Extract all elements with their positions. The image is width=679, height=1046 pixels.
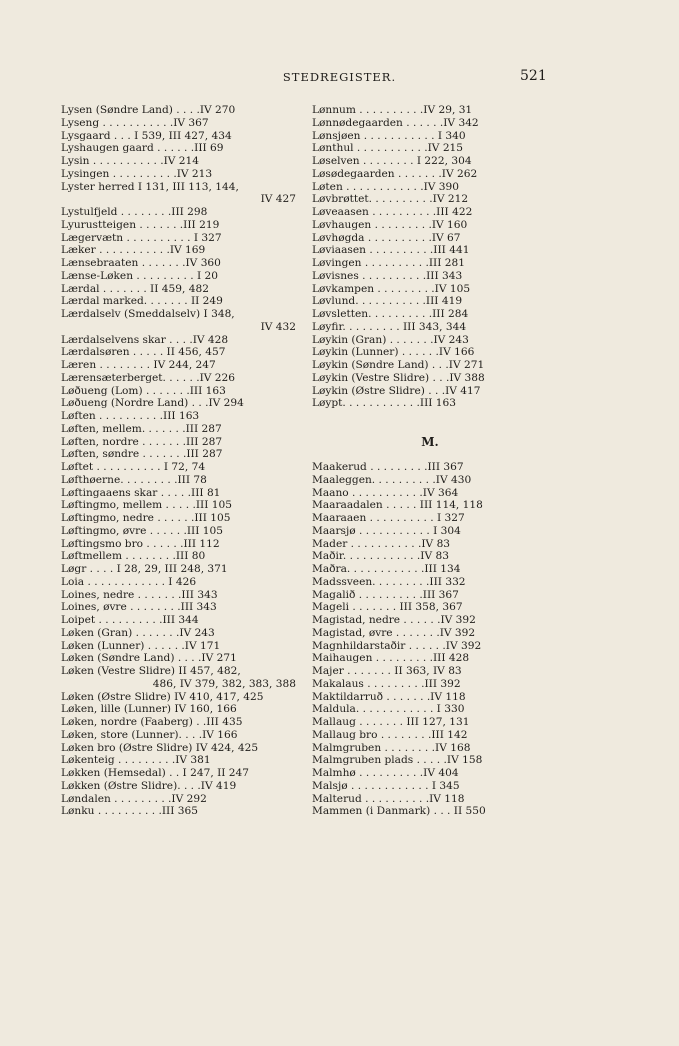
index-entry: Majer . . . . . . . II 363, IV 83 [312,665,462,677]
index-entry: Løftingmo, øvre . . . . . .III 105 [61,524,223,537]
index-entry: Løken, lille (Lunner) IV 160, 166 [61,703,237,716]
index-entry: Løndalen . . . . . . . . .IV 292 [61,792,207,805]
index-entry: Løykin (Gran) . . . . . . .IV 243 [312,333,469,346]
index-entry: Løken (Østre Slidre) IV 410, 417, 425 [61,690,264,703]
index-entry: 486, IV 379, 382, 383, 388 [152,677,296,690]
index-entry: Magalið . . . . . . . . . .III 367 [312,588,459,601]
index-entry: Løftingmo, mellem . . . . .III 105 [61,499,232,512]
index-entry: Lærdalselvens skar . . . .IV 428 [61,333,229,346]
index-entry: Maano . . . . . . . . . . .IV 364 [312,486,459,499]
index-entry: Løftet . . . . . . . . . . I 72, 74 [61,461,206,473]
index-entry: Lønnødegaarden . . . . . .IV 342 [312,116,479,129]
index-entry: Løftingmo, nedre . . . . . .III 105 [61,512,231,524]
index-entry: IV 432 [260,320,296,333]
index-entry: Løvlund. . . . . . . . . . .III 419 [312,295,463,308]
section-letter: M. [421,434,439,449]
index-entry: Løkken (Østre Slidre). . . .IV 419 [61,779,237,792]
index-entry: Løvkampen . . . . . . . . .IV 105 [312,282,471,295]
index-entry: Løselven . . . . . . . . I 222, 304 [312,155,472,167]
index-entry: Løvsletten. . . . . . . . . .III 284 [312,308,469,320]
index-entry: Løftmellem . . . . . . . .III 80 [61,550,206,563]
index-entry: IV 427 [260,193,296,206]
index-entry: Løken, nordre (Faaberg) . .III 435 [61,716,243,728]
index-entry: Lærdalsøren . . . . . II 456, 457 [61,346,226,359]
index-entry: Lønsjøen . . . . . . . . . . . I 340 [312,129,466,142]
index-entry: Løypt. . . . . . . . . . . .III 163 [312,397,457,410]
index-entry: Lærensæterberget. . . . . .IV 226 [61,371,236,384]
index-entry: Lænse-Løken . . . . . . . . . I 20 [61,269,219,282]
index-entry: Løten . . . . . . . . . . . .IV 390 [312,180,460,193]
index-entry: Lysingen . . . . . . . . . .IV 213 [61,167,213,180]
index-entry: Madssveen. . . . . . . . .III 332 [312,575,466,588]
index-entry: Malmgruben . . . . . . . .IV 168 [312,741,471,754]
index-entry: Mader . . . . . . . . . . .IV 83 [312,537,451,550]
index-entry: Mallaug bro . . . . . . . .III 142 [312,728,468,741]
index-entry: Maakerud . . . . . . . . .III 367 [312,461,464,473]
index-entry: Maldula. . . . . . . . . . . . I 330 [312,703,465,716]
index-entry: Løften, nordre . . . . . . .III 287 [61,435,223,448]
index-entry: Løveaasen . . . . . . . . . .III 422 [312,206,473,218]
index-entry: Løfthøerne. . . . . . . . .III 78 [61,473,207,486]
index-entry: Lærdal . . . . . . . II 459, 482 [61,282,209,295]
index-entry: Løsødegaarden . . . . . . .IV 262 [312,167,478,180]
index-entry: Maðir. . . . . . . . . . . .IV 83 [312,550,449,563]
index-entry: Malterud . . . . . . . . . .IV 118 [312,792,465,805]
index-entry: Lysin . . . . . . . . . . .IV 214 [61,155,199,167]
index-entry: Loia . . . . . . . . . . . . I 426 [61,575,197,588]
index-entry: Læker . . . . . . . . . . .IV 169 [61,244,206,257]
index-entry: Lyurustteigen . . . . . . .III 219 [61,218,220,231]
index-entry: Malsjø . . . . . . . . . . . . I 345 [312,779,460,792]
index-entry: Lyshaugen gaard . . . . . .III 69 [61,142,224,155]
index-entry: Magistad, nedre . . . . . .IV 392 [312,614,476,626]
index-entry: Lysen (Søndre Land) . . . .IV 270 [61,104,236,116]
left-column [61,104,296,818]
index-entry: Løken (Lunner) . . . . . .IV 171 [61,639,221,652]
index-entry: Maarsjø . . . . . . . . . . . I 304 [312,524,461,537]
running-header: STEDREGISTER. [282,70,397,84]
index-entry: Løken (Søndre Land) . . . .IV 271 [61,652,237,665]
index-entry: Lærdalselv (Smeddalselv) I 348, [61,308,235,320]
right-column [312,104,548,818]
index-entry: Lærdal marked. . . . . . . II 249 [61,295,223,308]
index-entry: Løken bro (Østre Slidre) IV 424, 425 [61,741,259,754]
index-entry: Løykin (Søndre Land) . . .IV 271 [312,359,485,371]
index-entry: Løyfir. . . . . . . . . III 343, 344 [312,320,467,333]
index-entry: Lønthul . . . . . . . . . . .IV 215 [312,142,464,155]
index-entry: Maaleggen. . . . . . . . . .IV 430 [312,473,472,486]
index-entry: Mageli . . . . . . . III 358, 367 [312,601,463,614]
index-entry: Løvbrøttet. . . . . . . . . .IV 212 [312,193,469,206]
index-entry: Mallaug . . . . . . . III 127, 131 [312,716,470,728]
index-entry: Lønnum . . . . . . . . . .IV 29, 31 [312,104,473,116]
index-entry: Løften, mellem. . . . . . .III 287 [61,422,222,435]
spacer [312,423,548,436]
index-entry: Loines, nedre . . . . . . .III 343 [61,588,218,601]
index-entry: Lægervætn . . . . . . . . . . I 327 [61,231,222,244]
index-entry: Magistad, øvre . . . . . . .IV 392 [312,626,476,639]
index-entry: Løvhaugen . . . . . . . . .IV 160 [312,218,468,231]
index-entry: Løftingaaens skar . . . . .III 81 [61,486,221,499]
index-entry: Løvisnes . . . . . . . . . .III 343 [312,269,463,282]
index-entry: Løykin (Vestre Slidre) . . .IV 388 [312,371,485,384]
index-entry: Løken, store (Lunner). . . .IV 166 [61,728,238,741]
index-entry: Løvingen . . . . . . . . . .III 281 [312,257,465,269]
index-entry: Maaraaen . . . . . . . . . . I 327 [312,512,465,524]
index-entry: Løkken (Hemsedal) . . I 247, II 247 [61,767,250,779]
index-entry: Løðueng (Lom) . . . . . . .III 163 [61,384,226,397]
index-entry: Løgr . . . . I 28, 29, III 248, 371 [61,563,228,575]
right-column-bottom-list [312,461,548,818]
index-entry: Løykin (Lunner) . . . . . .IV 166 [312,346,475,359]
index-entry: Løken (Vestre Slidre) II 457, 482, [61,665,241,677]
index-entry: Loipet . . . . . . . . . .III 344 [61,614,199,626]
index-entry: Magnhildarstaðir . . . . . .IV 392 [312,639,482,652]
index-entry: Maktildarruð . . . . . . .IV 118 [312,690,466,703]
index-entry: Mammen (i Danmark) . . . II 550 [312,805,486,818]
index-entry: Lænsebraaten . . . . . . .IV 360 [61,257,221,269]
index-entry: Løften, søndre . . . . . . .III 287 [61,448,223,461]
index-entry: Malmgruben plads . . . . .IV 158 [312,754,483,767]
index-entry: Læren . . . . . . . . IV 244, 247 [61,359,216,371]
index-entry: Maihaugen . . . . . . . . .III 428 [312,652,470,665]
index-entry: Løviaasen . . . . . . . . . .III 441 [312,244,470,257]
index-entry: Løften . . . . . . . . . .III 163 [61,410,200,422]
index-entry: Løftingsmo bro . . . . . .III 112 [61,537,220,550]
spacer [312,410,548,423]
index-entry: Løykin (Østre Slidre) . . .IV 417 [312,384,481,397]
right-column-top-list [312,104,548,410]
index-entry: Lystulfjeld . . . . . . . .III 298 [61,206,208,218]
index-entry: Loines, øvre . . . . . . . .III 343 [61,601,217,614]
index-entry: Maðra. . . . . . . . . . . .III 134 [312,563,461,575]
index-entry: Løkenteig . . . . . . . . .IV 381 [61,754,211,767]
index-entry: Løken (Gran) . . . . . . .IV 243 [61,626,215,639]
index-entry: Løðueng (Nordre Land) . . .IV 294 [61,397,244,410]
spacer [312,448,548,461]
index-entry: Lysgaard . . . I 539, III 427, 434 [61,129,232,142]
index-entry: Lønku . . . . . . . . . .III 365 [61,805,198,818]
index-entry: Lyster herred I 131, III 113, 144, [61,180,239,193]
index-entry: Lyseng . . . . . . . . . . .IV 367 [61,116,209,129]
index-entry: Løvhøgda . . . . . . . . . .IV 67 [312,231,461,244]
index-entry: Maaraadalen . . . . . III 114, 118 [312,499,483,512]
page-number: 521 [520,68,547,84]
index-entry: Makalaus . . . . . . . . .III 392 [312,677,461,690]
index-entry: Malmhø . . . . . . . . . .IV 404 [312,767,459,779]
